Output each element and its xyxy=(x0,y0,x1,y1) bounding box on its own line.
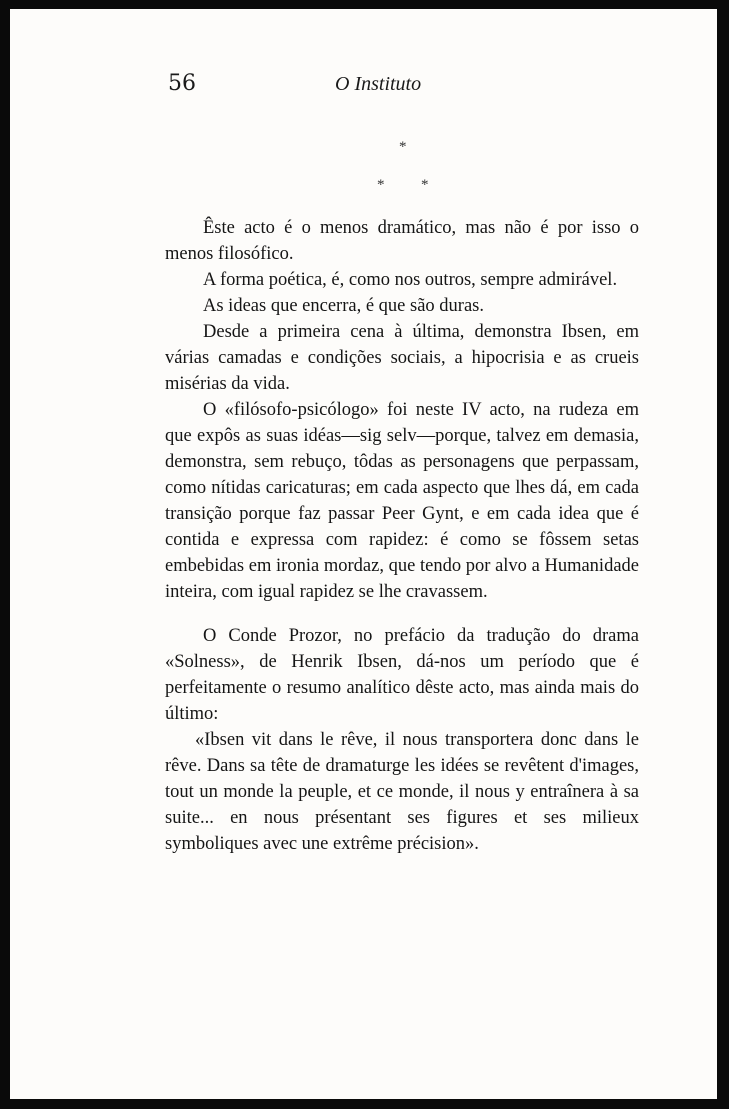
book-page xyxy=(10,9,717,1099)
paragraph: As ideas que encerra, é que são duras. xyxy=(203,296,484,316)
paragraph: A forma poética, é, como nos outros, sempre admirável. xyxy=(203,270,618,290)
journal-title: O Instituto xyxy=(335,73,422,95)
running-head xyxy=(10,71,717,101)
paragraph: Desde a primeira cena à última, demonstra Ibsen, em várias camadas e condições sociais, a hipocrisia e as crueis misérias da vida. xyxy=(165,322,639,394)
paragraph: O Conde Prozor, no prefácio da tradução do drama «Solness», de Henrik Ibsen, dá-nos um período que é perfeitamente o resumo analítico dêste acto, mas ainda mais do último: xyxy=(165,626,639,724)
section-separator xyxy=(10,139,717,199)
page-number: 56 xyxy=(168,71,196,96)
paragraph-gap xyxy=(165,605,639,623)
paragraph: O «filósofo-psicólogo» foi neste IV acto, na rudeza em que expôs as suas idéas—sig selv—porque, talvez em demasia, demonstra, sem rebuço, tôdas as personagens que perpassam, como nítidas caricaturas; em cada aspecto que lhes dá, em cada transição porque faz passar Peer Gynt, e em cada idea que é contida e expressa com rapidez: é como se fôssem setas embebidas em ironia mordaz, que tendo por alvo a Humanidade inteira, com igual rapidez se lhe cravassem. xyxy=(165,400,639,602)
separator-star-top: * xyxy=(399,139,407,155)
separator-star-right: * xyxy=(421,177,429,193)
body-text xyxy=(165,215,639,857)
separator-star-left: * xyxy=(377,177,385,193)
block-quotation: «Ibsen vit dans le rêve, il nous transportera donc dans le rêve. Dans sa tête de dramaturge les idées se revêtent d'images, tout un monde la peuple, et ce monde, il nous y entraînera à sa suite... en nous présentant ses figures et ses milieux symboliques avec une extrême précision». xyxy=(165,730,639,854)
paragraph: Êste acto é o menos dramático, mas não é por isso o menos filosófico. xyxy=(165,218,639,264)
